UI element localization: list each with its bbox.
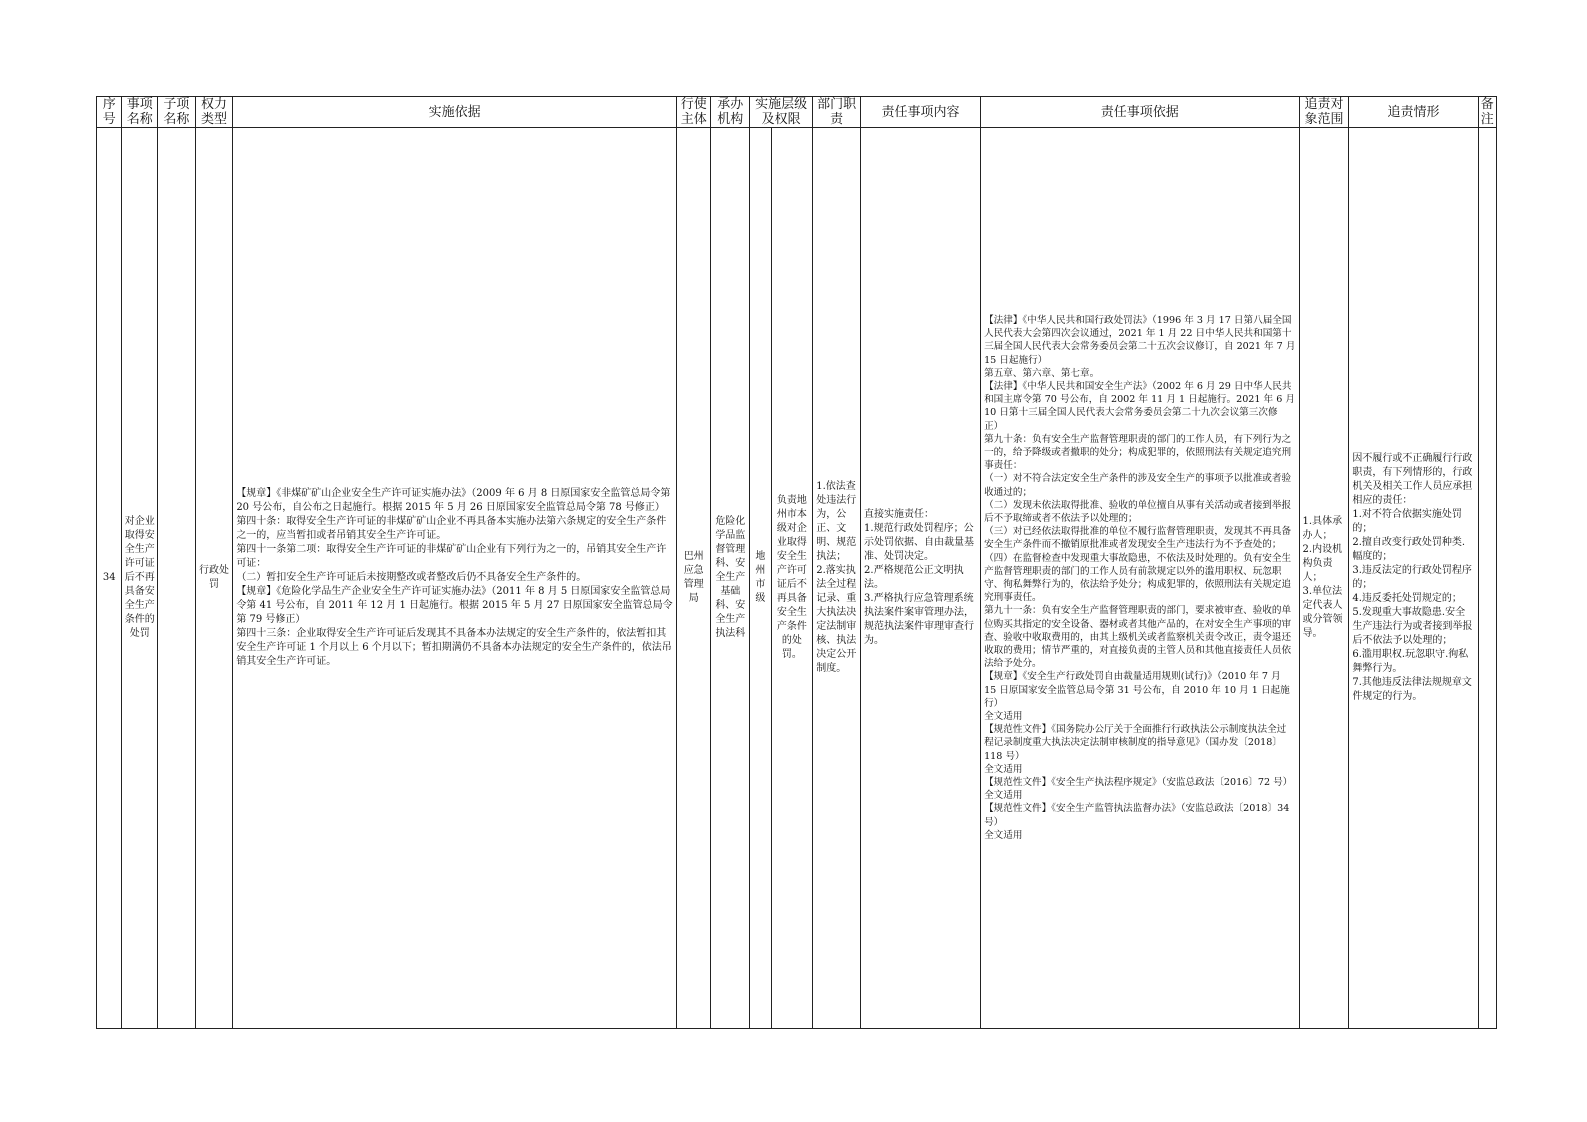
cell-resp-content: 直接实施责任： 1.规范行政处罚程序；公示处罚依据、自由裁量基准、处罚决定。 2.严格规范公正文明执法。 3.严格执行应急管理系统执法案件案审管理办法，规范执法案件审理审查行为。	[861, 128, 981, 1029]
header-power-type: 权力 类型	[195, 97, 233, 128]
header-basis: 实施依据	[233, 97, 677, 128]
cell-seq: 34	[97, 128, 122, 1029]
cell-agency: 危险化学品监督管理科、安全生产基础科、安全生产执法科	[711, 128, 750, 1029]
cell-power-type: 行政处罚	[195, 128, 233, 1029]
cell-remarks	[1478, 128, 1496, 1029]
cell-level-a: 地州市级	[750, 128, 771, 1029]
header-level: 实施层级 及权限	[750, 97, 813, 128]
cell-item-name: 对企业取得安全生产许可证后不再具备安全生产条件的处罚	[122, 128, 158, 1029]
table-row	[97, 128, 1497, 1029]
header-sub-name: 子项 名称	[158, 97, 196, 128]
header-situations: 追责情形	[1349, 97, 1478, 128]
cell-sub-name	[158, 128, 196, 1029]
header-subject: 行使 主体	[676, 97, 711, 128]
header-accountable: 追责对 象范围	[1299, 97, 1349, 128]
cell-resp-basis: 【法律】《中华人民共和国行政处罚法》（1996 年 3 月 17 日第八届全国人民代表大会第四次会议通过，2021 年 1 月 22 日中华人民共和国第十三届全国人民代表大会常务委员会第二十五次会议修订，自 2021 年 7 月 15 日起施行） 第五章、第六章、第七章。 【法律】《中华人民共和国安全生产法》（2002 年 6 月 29 日中华人民共和国主席令第 70 号公布，自 2002 年 11 月 1 日起施行。2021 年 6 月 10 日第十三届全国人民代表大会常务委员会第二十九次会议第三次修正） 第九十条：负有安全生产监督管理职责的部门的工作人员，有下列行为之一的，给予降级或者撤职的处分；构成犯罪的，依照刑法有关规定追究刑事责任： （一）对不符合法定安全生产条件的涉及安全生产的事项予以批准或者验收通过的； （二）发现未依法取得批准、验收的单位擅自从事有关活动或者接到举报后不予取缔或者不依法予以处理的； （三）对已经依法取得批准的单位不履行监督管理职责，发现其不再具备安全生产条件而不撤销原批准或者发现安全生产违法行为不予查处的； （四）在监督检查中发现重大事故隐患，不依法及时处理的。负有安全生产监督管理职责的部门的工作人员有前款规定以外的滥用职权、玩忽职守、徇私舞弊行为的，依法给予处分；构成犯罪的，依照刑法有关规定追究刑事责任。 第九十一条：负有安全生产监督管理职责的部门，要求被审查、验收的单位购买其指定的安全设备、器材或者其他产品的，在对安全生产事项的审查、验收中收取费用的，由其上级机关或者监察机关责令改正，责令退还收取的费用；情节严重的，对直接负责的主管人员和其他直接责任人员依法给予处分。 【规章】《安全生产行政处罚自由裁量适用规则(试行)》（2010 年 7 月 15 日原国家安全监管总局令第 31 号公布，自 2010 年 10 月 1 日起施行） 全文适用 【规范性文件】《国务院办公厅关于全面推行行政执法公示制度执法全过程记录制度重大执法决定法制审核制度的指导意见》（国办发〔2018〕118 号） 全文适用 【规范性文件】《安全生产执法程序规定》（安监总政法〔2016〕72 号） 全文适用 【规范性文件】《安全生产监管执法监督办法》（安监总政法〔2018〕34 号） 全文适用	[981, 128, 1299, 1029]
cell-situations: 因不履行或不正确履行行政职责，有下列情形的，行政机关及相关工作人员应承担相应的责任： 1.对不符合依据实施处罚的； 2.擅自改变行政处罚种类.幅度的； 3.违反法定的行政处罚程序的； 4.违反委托处罚规定的； 5.发现重大事故隐患.安全生产违法行为或者接到举报后不依法予以处理的； 6.滥用职权.玩忽职守.徇私舞弊行为。 7.其他违反法律法规规章文件规定的行为。	[1349, 128, 1478, 1029]
header-row	[97, 97, 1497, 128]
header-remarks: 备 注	[1478, 97, 1496, 128]
cell-level-b: 负责地州市本级对企业取得安全生产许可证后不再具备安全生产条件的处罚。	[771, 128, 813, 1029]
header-resp-content: 责任事项内容	[861, 97, 981, 128]
responsibility-table	[96, 96, 1497, 1029]
header-agency: 承办 机构	[711, 97, 750, 128]
cell-subject: 巴州应急管理局	[676, 128, 711, 1029]
header-resp-basis: 责任事项依据	[981, 97, 1299, 128]
cell-accountable: 1.具体承办人； 2.内设机构负责人； 3.单位法定代表人或分管领导。	[1299, 128, 1349, 1029]
cell-basis: 【规章】《非煤矿矿山企业安全生产许可证实施办法》（2009 年 6 月 8 日原国家安全监管总局令第 20 号公布，自公布之日起施行。根据 2015 年 5 月 26 日原国家安全监管总局令第 78 号修正） 第四十条：取得安全生产许可证的非煤矿矿山企业不再具备本实施办法第六条规定的安全生产条件之一的，应当暂扣或者吊销其安全生产许可证。 第四十一条第二项：取得安全生产许可证的非煤矿矿山企业有下列行为之一的，吊销其安全生产许可证： （二）暂扣安全生产许可证后未按期整改或者整改后仍不具备安全生产条件的。 【规章】《危险化学品生产企业安全生产许可证实施办法》（2011 年 8 月 5 日原国家安全监管总局令第 41 号公布，自 2011 年 12 月 1 日起施行。根据 2015 年 5 月 27 日原国家安全监管总局令第 79 号修正） 第四十三条：企业取得安全生产许可证后发现其不具备本办法规定的安全生产条件的，依法暂扣其安全生产许可证 1 个月以上 6 个月以下；暂扣期满仍不具备本办法规定的安全生产条件的，依法吊销其安全生产许可证。	[233, 128, 677, 1029]
header-item-name: 事项 名称	[122, 97, 158, 128]
cell-duty: 1.依法查处违法行为，公正、文明、规范执法； 2.落实执法全过程记录、重大执法决定法制审核、执法决定公开制度。	[813, 128, 861, 1029]
header-duty: 部门职 责	[813, 97, 861, 128]
header-seq: 序 号	[97, 97, 122, 128]
